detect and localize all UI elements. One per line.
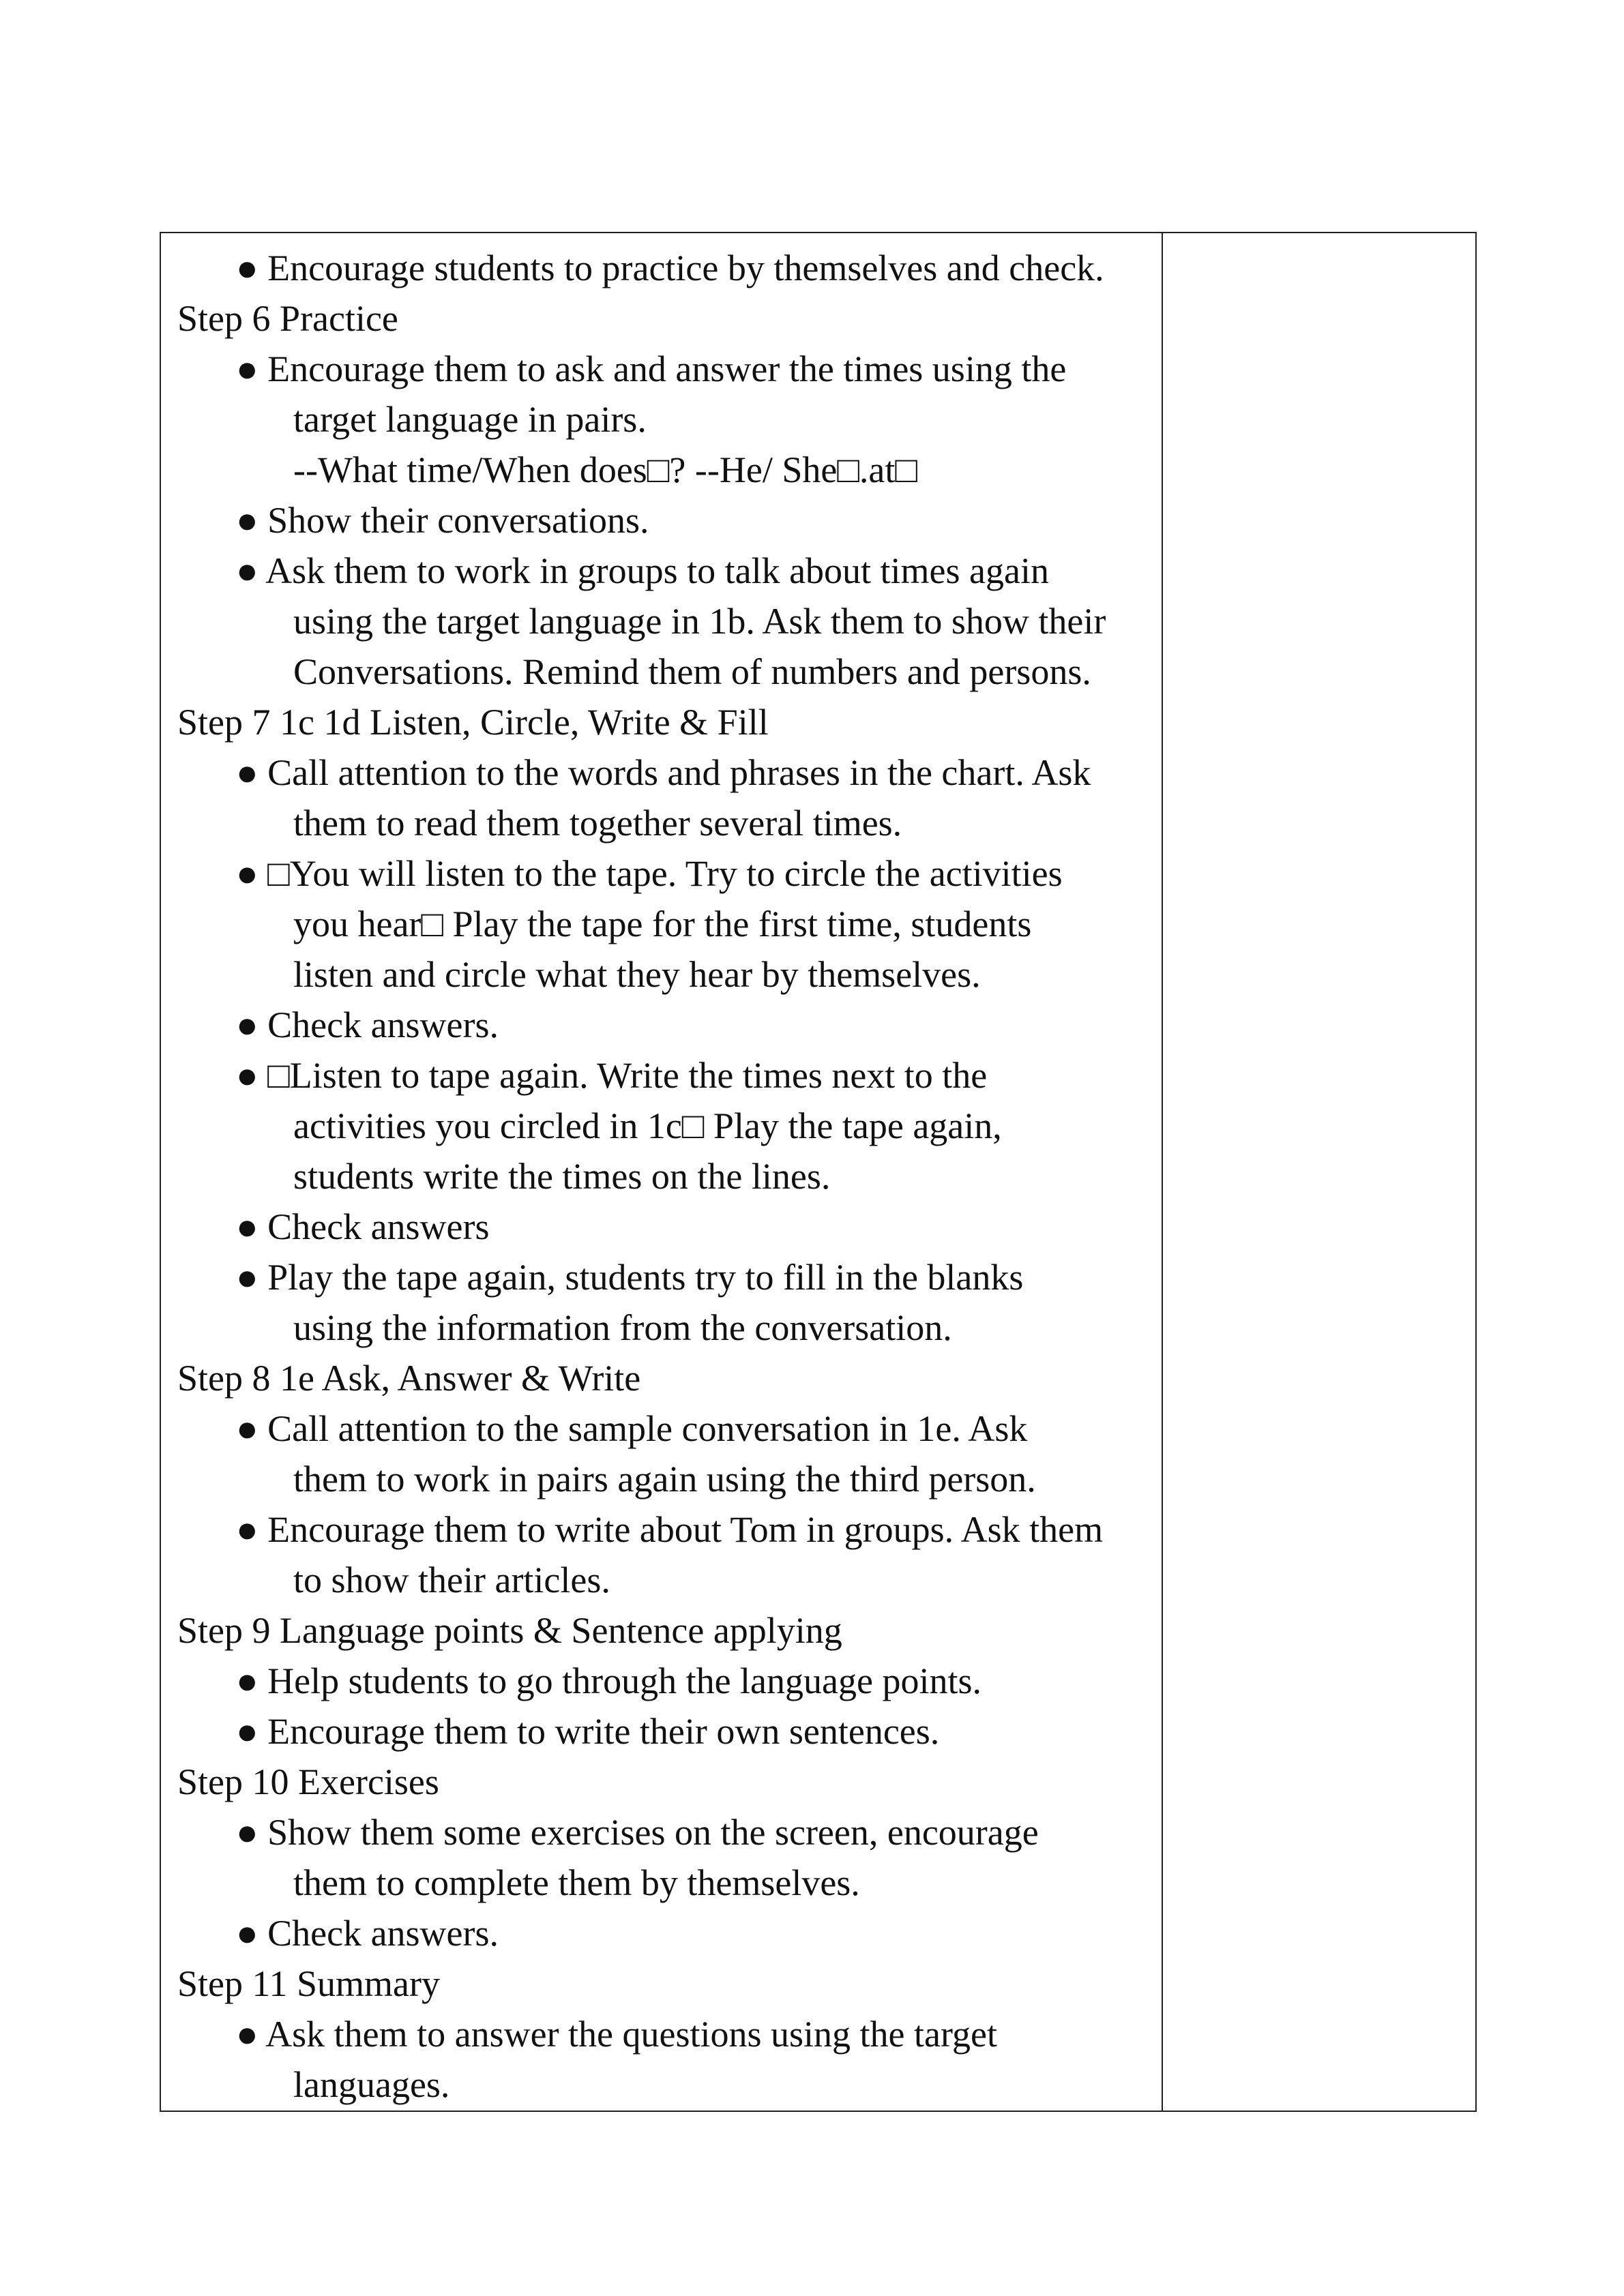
bullet-line: ● Encourage them to ask and answer the times using the [236,348,1067,389]
notes-cell [1163,233,1475,2111]
bullet-line: ● Check answers. [236,1913,499,1954]
bullet-line: ● Call attention to the sample conversation in 1e. Ask [236,1408,1028,1449]
bullet-line: ● Ask them to answer the questions using the target [236,2014,997,2055]
bullet-line: ● Ask them to work in groups to talk about times again [236,550,1049,591]
bullet-line: ● Help students to go through the language points. [236,1660,981,1701]
step-heading: Step 11 Summary [177,1963,440,2004]
bullet-line: ● □Listen to tape again. Write the times next to the [236,1055,988,1096]
step-heading: Step 7 1c 1d Listen, Circle, Write & Fill [177,702,769,743]
bullet-line: ● Check answers. [236,1004,499,1045]
step-heading: Step 6 Practice [177,298,398,339]
steps-cell [161,233,1162,2111]
continuation-line: using the information from the conversation. [293,1307,952,1348]
continuation-line: you hear□ Play the tape for the first time, students [293,904,1032,944]
bullet-line: ● □You will listen to the tape. Try to circle the activities [236,853,1063,894]
continuation-line: students write the times on the lines. [293,1156,831,1197]
bullet-line: ● Show them some exercises on the screen, encourage [236,1812,1039,1853]
step-heading: Step 8 1e Ask, Answer & Write [177,1358,641,1399]
bullet-line: ● Call attention to the words and phrases in the chart. Ask [236,752,1091,793]
bullet-line: ● Check answers [236,1206,490,1247]
continuation-line: --What time/When does□? --He/ She□.at□ [293,449,918,490]
step-heading: Step 9 Language points & Sentence applying [177,1610,842,1651]
continuation-line: activities you circled in 1c□ Play the tape again, [293,1105,1002,1146]
bullet-line: ● Encourage them to write about Tom in groups. Ask them [236,1509,1104,1550]
step-heading: Step 10 Exercises [177,1761,439,1802]
continuation-line: them to work in pairs again using the third person. [293,1459,1036,1500]
continuation-line: using the target language in 1b. Ask them to show their [293,601,1106,642]
continuation-line: to show their articles. [293,1560,610,1600]
bullet-line: ● Encourage students to practice by themselves and check. [236,248,1104,288]
bullet-line: ● Play the tape again, students try to fill in the blanks [236,1257,1024,1298]
continuation-line: target language in pairs. [293,399,647,440]
continuation-line: listen and circle what they hear by themselves. [293,954,981,995]
lesson-table [160,232,1477,2112]
bullet-line: ● Encourage them to write their own sentences. [236,1711,940,1752]
bullet-line: ● Show their conversations. [236,500,649,541]
continuation-line: them to complete them by themselves. [293,1862,860,1903]
continuation-line: Conversations. Remind them of numbers and persons. [293,651,1091,692]
continuation-line: languages. [293,2064,450,2105]
continuation-line: them to read them together several times. [293,803,902,844]
